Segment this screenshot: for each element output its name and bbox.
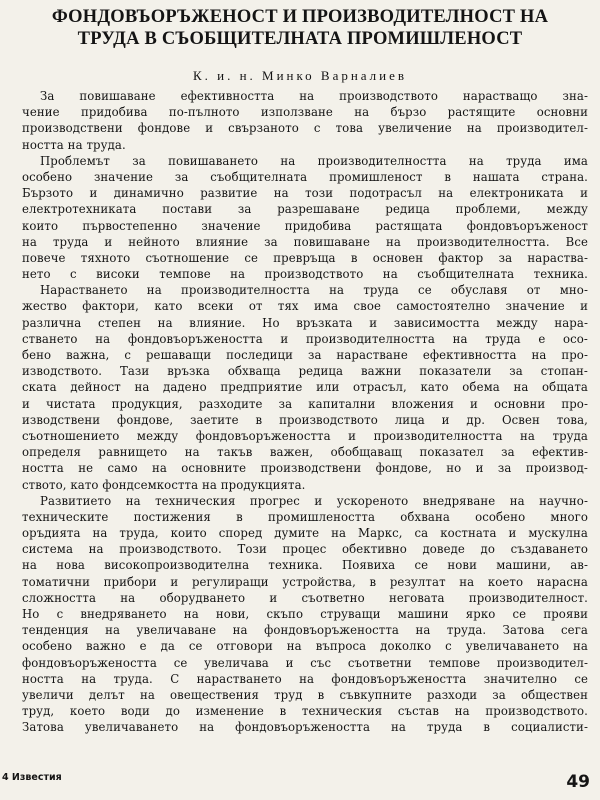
body-line: жество фактори, като всеки от тях има свое самостоятелно значение и — [22, 299, 588, 314]
body-line: Нарастването на производителността на труда се обуславя от мно- — [40, 283, 588, 298]
body-line: повече тяхното съотношение се превръща в основен фактор за нараства- — [22, 250, 588, 265]
footer-signature: 4 Известия — [2, 772, 62, 783]
article-title — [20, 6, 580, 50]
body-line: техническите постижения в промишлеността обхвана особено много — [22, 509, 588, 524]
body-line: сложността на оборудването и съответно неговата производителност. — [22, 590, 588, 605]
body-line: ността не само на основните производствени фондове, но и за производ- — [22, 461, 588, 476]
body-line: труд, което води до изменение в техническия състав на производството. — [22, 704, 588, 719]
body-line: ската дейност на дадено предприятие или отрасъл, като обема на общата — [22, 380, 588, 395]
body-line: система на производството. Този процес обективно доведе до създаването — [22, 542, 588, 557]
body-line: Затова увеличаването на фондовъоръжеността на труда в социалисти- — [22, 720, 588, 735]
body-line: нето с високи темпове на производството на съобщителната техника. — [22, 267, 588, 282]
body-line: производствени фондове и свързаното с това увеличение на производител- — [22, 121, 588, 136]
body-line: бено важна, с решаващи последици за нарастване ефективността на про- — [22, 348, 588, 362]
body-line: особено значение за съобщителната промишленост в нашата страна. — [22, 169, 588, 184]
body-line: тенденция на увеличаване на фондовъоръжеността на труда. Затова сега — [22, 623, 588, 638]
body-line: изводството. Тази връзка обхваща редица важни показатели за стопан- — [22, 364, 588, 379]
body-line: които първостепенно значение придобива растящата фондовъоръженост — [22, 218, 588, 233]
body-line: За повишаване ефективността на производството нарастващо зна- — [40, 89, 588, 103]
body-line: Развитието на техническия прогрес и ускореното внедряване на научно- — [40, 493, 588, 508]
body-line: ността на труда. — [22, 137, 126, 152]
article-body — [22, 88, 588, 736]
body-line: съотношението между фондовъоръжеността и производителността на труда — [22, 428, 588, 443]
body-line: на нова високопроизводителна техника. Появиха се нови машини, ав- — [22, 558, 588, 573]
body-line: Но с внедряването на нови, скъпо струващи машини ярко се прояви — [22, 607, 588, 621]
body-line: фондовъоръжеността се увеличава и със съответни темпове производител- — [22, 655, 588, 670]
body-line: стването на фондовъоръжеността и производителността на труда е осо- — [22, 331, 588, 346]
body-line: на труда и нейното влияние за повишаване на производителността. Все — [22, 234, 588, 249]
body-line: увеличи делът на овеществения труд в съвкупните разходи за обществен — [22, 687, 588, 702]
body-line: особено важно е да се отговори на въпроса доколко с увеличаването на — [22, 639, 588, 654]
body-line: Бързото и динамично развитие на този подотрасъл на електрониката и — [22, 186, 588, 201]
author-byline: К. и. н. Минко Варналиев — [192, 68, 408, 83]
body-line: томатични прибори и регулиращи устройства, в резултат на което нарасна — [22, 574, 588, 589]
body-line: различна степен на влияние. Но връзката и зависимостта между нара- — [22, 315, 588, 330]
article-title-line-2: ТРУДА В СЪОБЩИТЕЛНАТА ПРОМИШЛЕНОСТ — [77, 29, 523, 49]
body-line: определя равнището на такъв важен, обобщаващ показател за ефектив- — [22, 445, 588, 460]
body-line: изводствени фондове, заетите в производството лица и др. Освен това, — [22, 412, 588, 427]
body-line: чение придобива по-пълното използване на бързо растящите основни — [22, 105, 588, 120]
body-line: ството, като фондсемкостта на продукцията. — [22, 477, 306, 492]
body-line: електротехниката постави за разрешаване редица проблеми, между — [22, 202, 588, 217]
body-line: ността на труда. С нарастването на фондовъоръжеността значително се — [22, 671, 588, 686]
page-number: 49 — [566, 772, 590, 792]
article-title-line-1: ФОНДОВЪОРЪЖЕНОСТ И ПРОИЗВОДИТЕЛНОСТ НА — [51, 7, 549, 27]
body-line: и чистата продукция, разходите за капитални вложения и основни про- — [22, 396, 588, 411]
body-line: оръдията на труда, които според думите на Маркс, са костната и мускулна — [22, 526, 588, 541]
body-line: Проблемът за повишаването на производителността на труда има — [40, 153, 588, 168]
